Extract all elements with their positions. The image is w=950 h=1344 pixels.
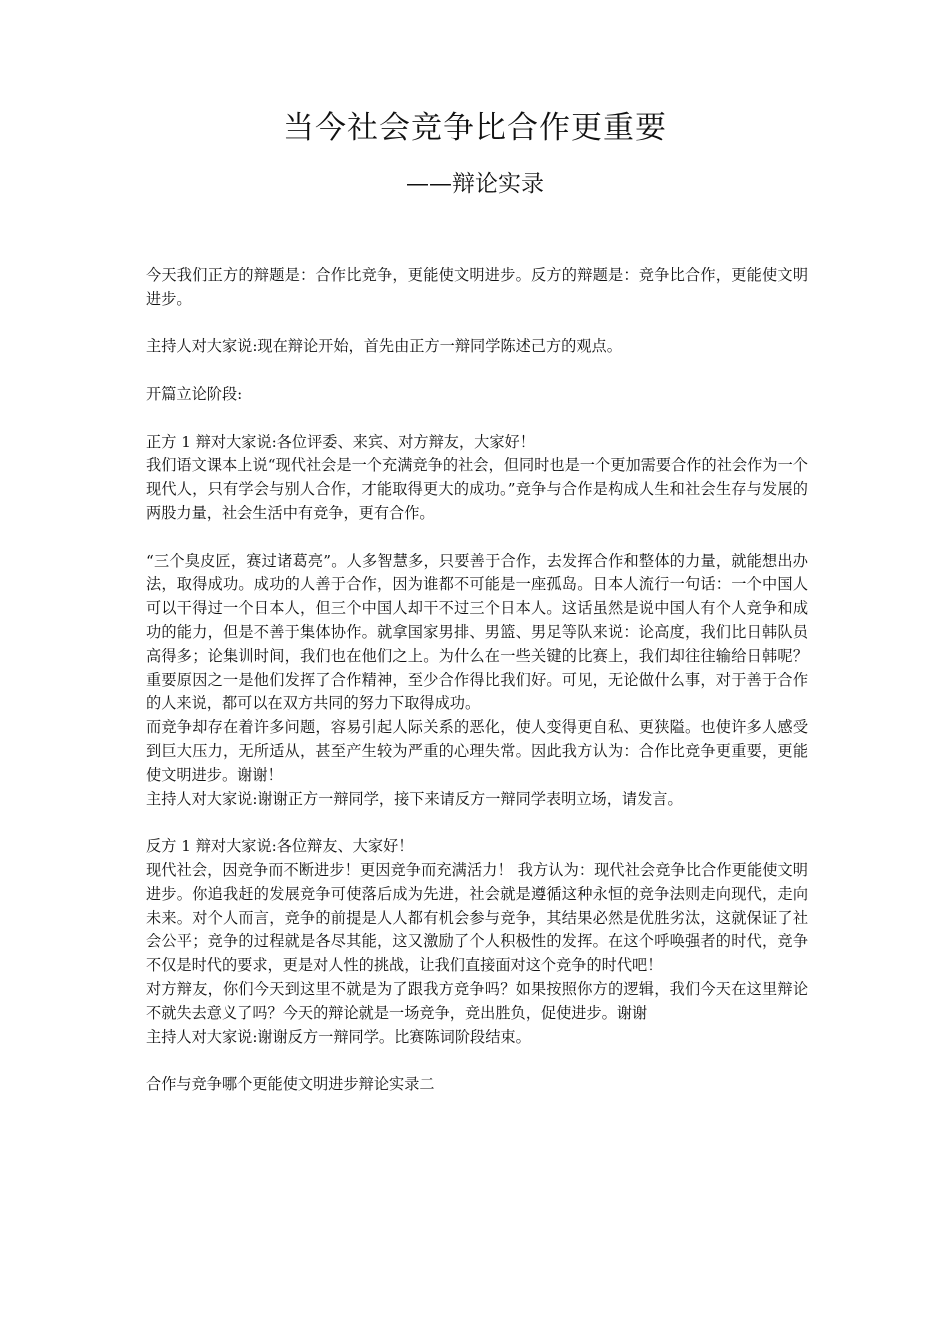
paragraph-pro-greeting: 正方 1 辩对大家说:各位评委、来宾、对方辩友，大家好！ [146,432,535,451]
paragraph-host-transition: 主持人对大家说:谢谢正方一辩同学，接下来请反方一辩同学表明立场，请发言。 [146,789,683,808]
paragraph-host-closing: 主持人对大家说:谢谢反方一辩同学。比赛陈词阶段结束。 [146,1027,531,1046]
paragraph-stage-heading: 开篇立论阶段: [146,384,243,403]
paragraph-con-argument: 现代社会，因竞争而不断进步！更因竞争而充满活力！ 我方认为：现代社会竞争比合作更能使文明进步。你追我赶的发展竞争可使落后成为先进，社会就是遵循这种永恒的竞争法则走向现代，走向未来。对个人而言，竞争的前提是人人都有机会参与竞争，其结果必然是优胜劣汰，这就保证了社会公平；竞争的过程就是各尽其能，这又激励了个人积极性的发挥。在这个呼唤强者的时代，竞争不仅是时代的要求，更是对人性的挑战，让我们直接面对这个竞争的时代吧！ [146,860,808,975]
paragraph-pro-textbook: 我们语文课本上说“现代社会是一个充满竞争的社会，但同时也是一个更加需要合作的社会作为一个现代人，只有学会与别人合作，才能取得更大的成功。”竞争与合作是构成人生和社会生存与发展的两股力量，社会生活中有竞争，更有合作。 [146,456,808,522]
document-body [146,264,808,1097]
paragraph-pro-conclusion: 而竞争却存在着许多问题，容易引起人际关系的恶化，使人变得更自私、更狭隘。也使许多人感受到巨大压力，无所适从，甚至产生较为严重的心理失常。因此我方认为：合作比竞争更重要，更能使文明进步。谢谢！ [146,718,808,784]
paragraph-part-two-heading: 合作与竞争哪个更能使文明进步辩论实录二 [146,1075,435,1094]
paragraph-con-rebuttal: 对方辩友，你们今天到这里不就是为了跟我方竞争吗？如果按照你方的逻辑，我们今天在这里辩论不就失去意义了吗？今天的辩论就是一场竞争，竞出胜负，促使进步。谢谢 [146,979,808,1022]
document-subtitle: ——辩论实录 [406,171,544,197]
paragraph-intro: 今天我们正方的辩题是：合作比竞争，更能使文明进步。反方的辩题是：竞争比合作，更能使文明进步。 [146,266,808,308]
document-title: 当今社会竞争比合作更重要 [283,110,667,146]
paragraph-con-greeting: 反方 1 辩对大家说:各位辩友、大家好！ [146,837,414,856]
paragraph-host-opening: 主持人对大家说:现在辩论开始，首先由正方一辩同学陈述己方的观点。 [146,337,622,356]
paragraph-pro-argument: “三个臭皮匠，赛过诸葛亮”。人多智慧多，只要善于合作，去发挥合作和整体的力量，就能想出办法，取得成功。成功的人善于合作，因为谁都不可能是一座孤岛。日本人流行一句话：一个中国人可以干得过一个日本人，但三个中国人却干不过三个日本人。这话虽然是说中国人有个人竞争和成功的能力，但是不善于集体协作。就拿国家男排、男篮、男足等队来说：论高度，我们比日韩队员高得多；论集训时间，我们也在他们之上。为什么在一些关键的比赛上，我们却往往输给日韩呢？重要原因之一是他们发挥了合作精神，至少合作得比我们好。可见，无论做什么事，对于善于合作的人来说，都可以在双方共同的努力下取得成功。 [146,551,808,713]
